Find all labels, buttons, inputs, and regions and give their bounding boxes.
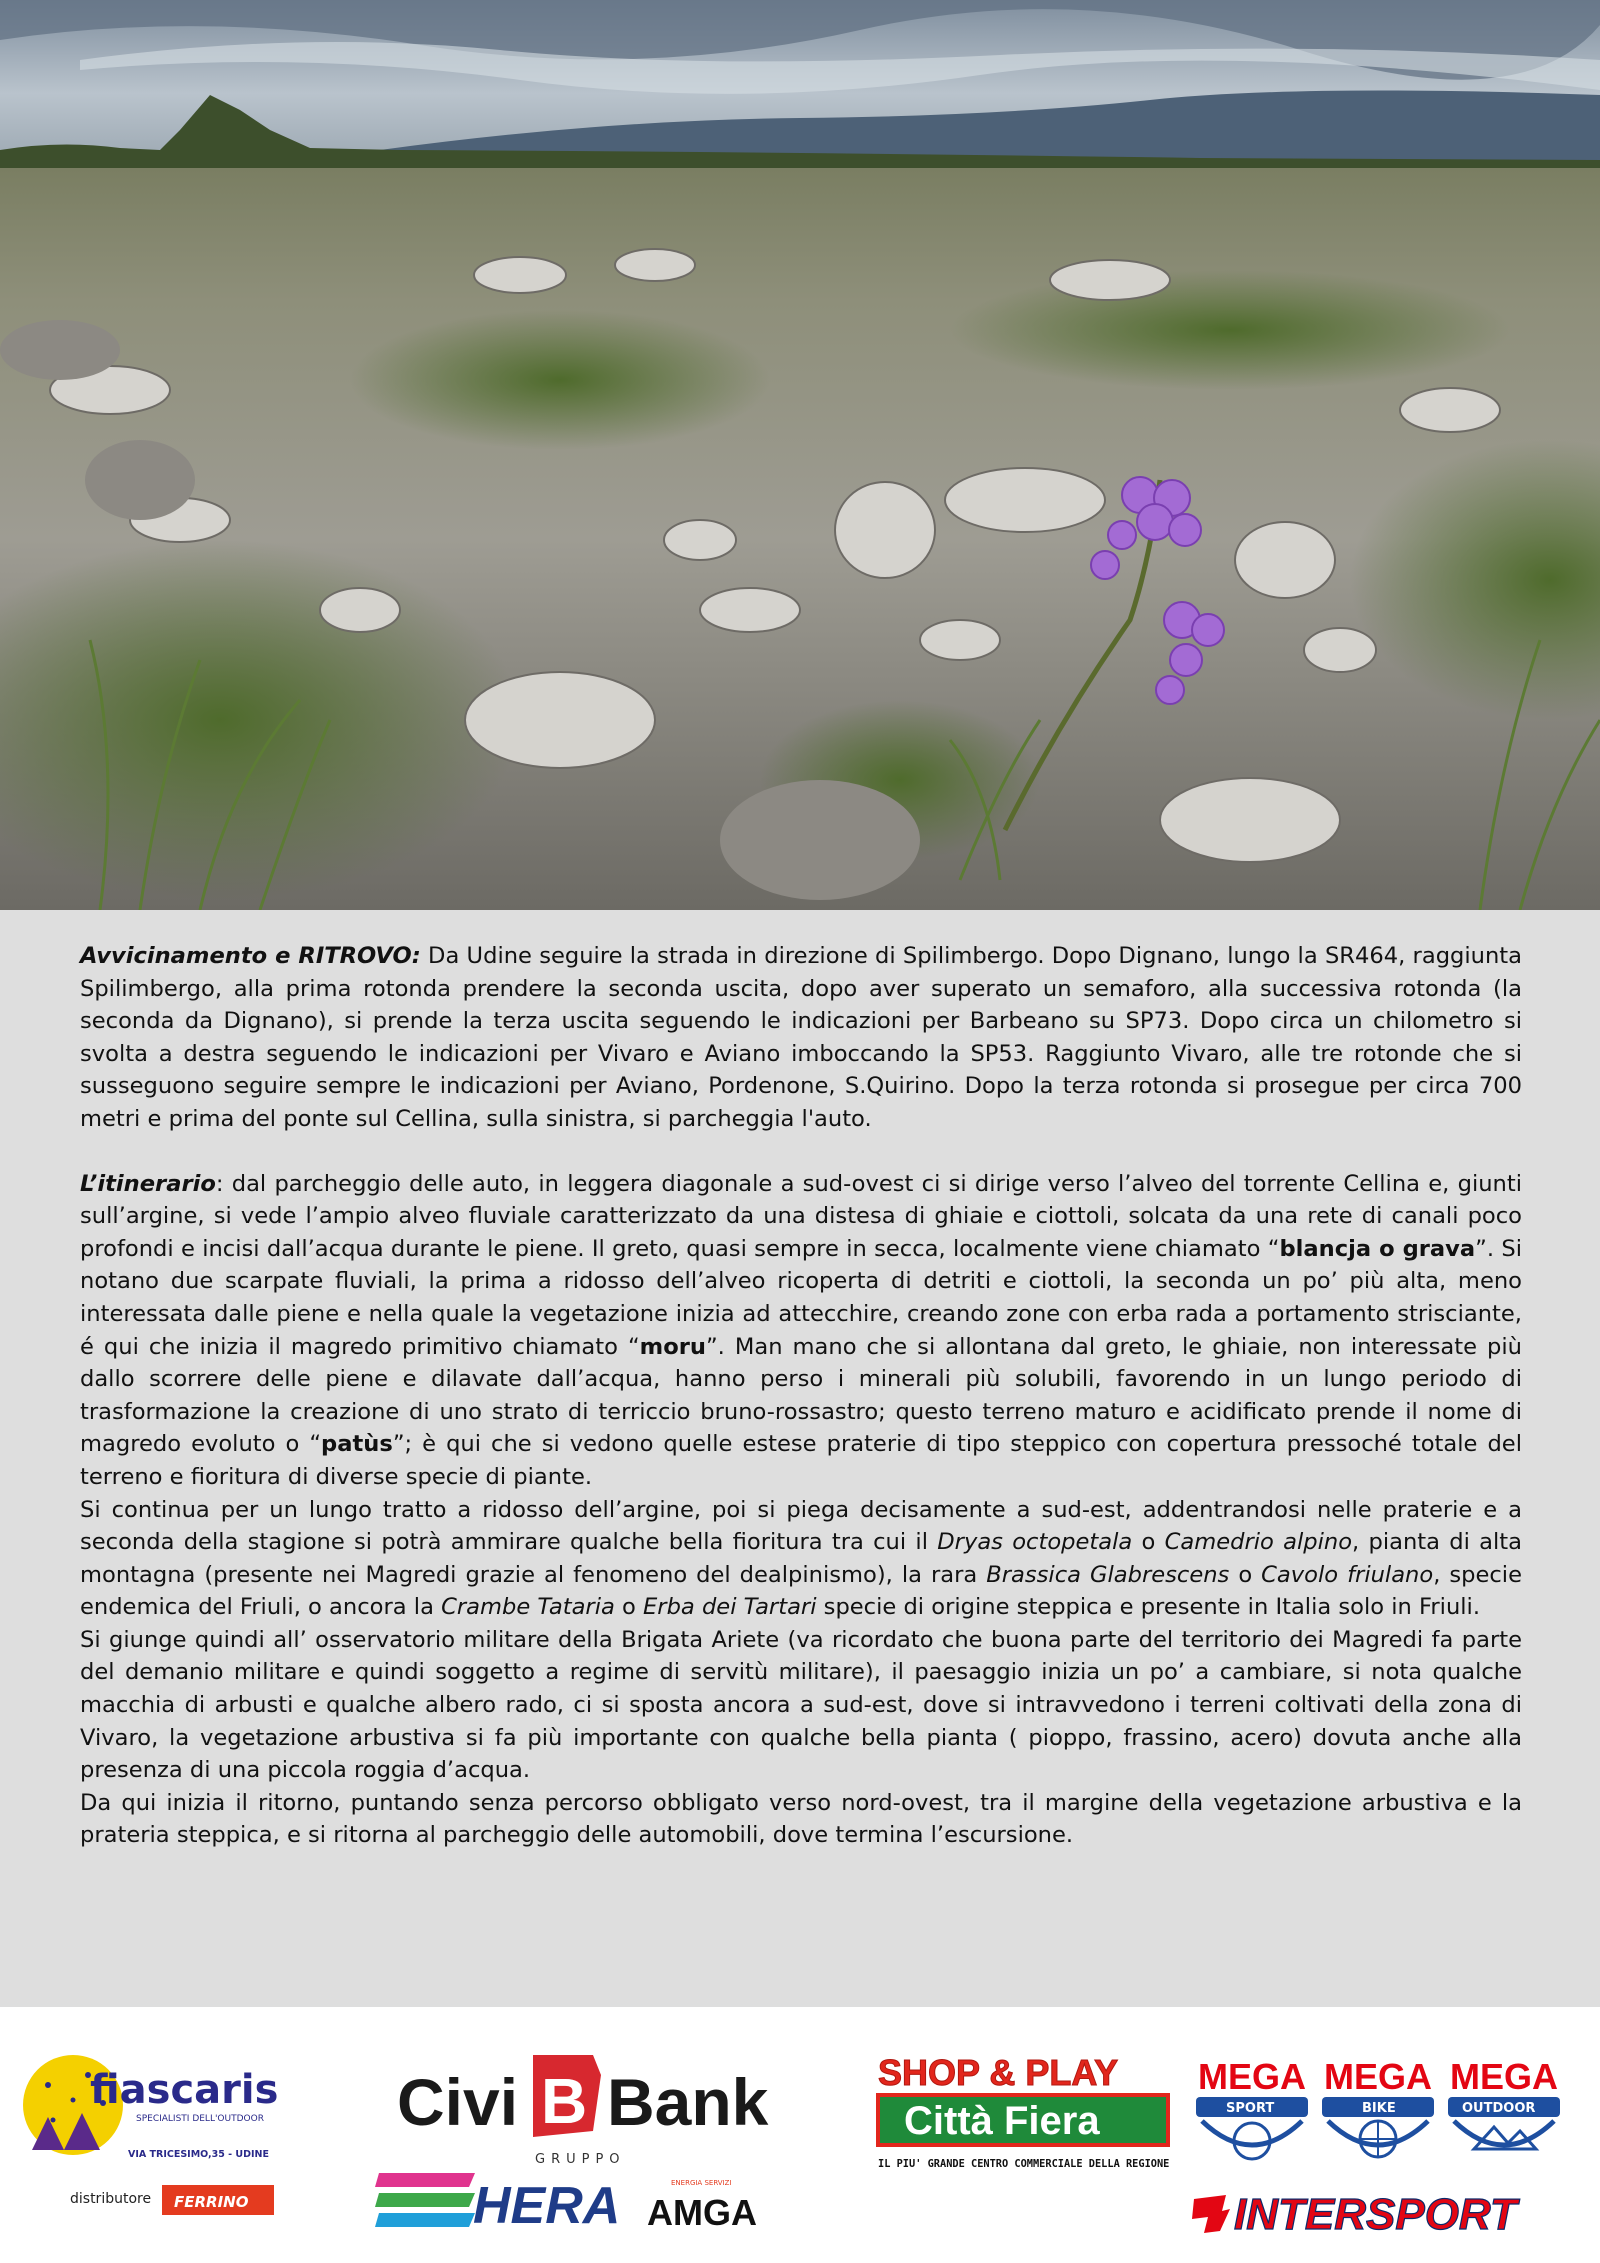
mega-label: SPORT xyxy=(1226,2101,1275,2116)
itinerary-text-panel xyxy=(0,910,1600,2007)
mega-label: BIKE xyxy=(1362,2101,1396,2116)
mega-stores-logos xyxy=(1192,2057,1572,2177)
hera-name: HERA xyxy=(473,2177,621,2235)
civibank-hera-logo xyxy=(375,2045,795,2245)
hera-group-label: GRUPPO xyxy=(535,2152,626,2167)
civibank-right: Bank xyxy=(607,2065,769,2139)
flora-text: o xyxy=(614,1594,644,1621)
mega-title: MEGA xyxy=(1324,2057,1432,2097)
flora-text: , specie endemica del Friuli, o ancora la xyxy=(80,1561,1522,1621)
flora-text: o xyxy=(1132,1529,1165,1556)
magredi-gravel-flower-image xyxy=(0,0,1600,910)
intersport-name: INTERSPORT xyxy=(1234,2190,1517,2239)
shop-play-citta-fiera-logo xyxy=(872,2051,1182,2181)
paragraph-observatory: Si giunge quindi all’ osservatorio militare della Brigata Ariete (va ricordato che buona parte del territorio dei Magredi fa parte del demanio militare e quindi soggetto a regime di servitù militare), il paesaggio inizia un po’ a cambiare, si nota qualche macchia di arbusti e qualche albero rado, ci si sposta ancora a sud-est, dove si intravvedono i terreni coltivati della zona di Vivaro, la vegetazione arbustiva si fa più importante con qualche bella pianta ( pioppo, frassino, acero) dovuta anche alla presenza di una piccola roggia d’acqua. xyxy=(80,1626,1522,1784)
species-name: Cavolo friulano xyxy=(1261,1561,1434,1588)
flora-text: Si continua per un lungo tratto a ridosso dell’argine, poi si piega decisamente a sud-est, addentrandosi nelle praterie e a seconda della stagione si potrà ammirare qualche bella fioritura tra cui il xyxy=(80,1496,1522,1556)
mega-title: MEGA xyxy=(1198,2057,1306,2097)
amga-tag: ENERGIA SERVIZI xyxy=(671,2179,732,2187)
ferrino-brand: FERRINO xyxy=(174,2193,249,2211)
fiascaris-address: VIA TRICESIMO,35 - UDINE xyxy=(128,2149,269,2160)
amga-name: AMGA xyxy=(647,2192,757,2233)
approach-text: Da Udine seguire la strada in direzione di Spilimbergo. Dopo Dignano, lungo la SR464, raggiunta Spilimbergo, alla prima rotonda prendere la seconda uscita, dopo aver superato un semaforo, alla successiva rotonda (la seconda da Dignano), si prende la terza uscita seguendo le indicazioni per Barbeano su SP73. Dopo circa un chilometro si svolta a destra seguendo le indicazioni per Vivaro e Aviano imboccando la SP53. Raggiunto Vivaro, alle tre rotonde che si susseguono seguire sempre le indicazioni per Aviano, Pordenone, S.Quirino. Dopo la terza rotonda si prosegue per circa 700 metri e prima del ponte sul Cellina, sulla sinistra, si parcheggia l'auto. xyxy=(80,943,1522,1132)
flora-text: , pianta di alta montagna (presente nei Magredi grazie al fenomeno del dealpinismo), la rara xyxy=(80,1529,1522,1588)
species-name: Erba dei Tartari xyxy=(643,1594,817,1621)
fiascaris-name: fiascaris xyxy=(90,2067,279,2113)
flora-text: specie di origine steppica e presente in Italia solo in Friuli. xyxy=(816,1594,1481,1621)
shop-play-title: SHOP & PLAY xyxy=(878,2052,1119,2093)
intersport-mark-icon xyxy=(1192,2195,1230,2233)
civibank-mark: B xyxy=(541,2065,588,2137)
paragraph-itinerary xyxy=(80,1168,1522,1494)
mega-bike-logo xyxy=(1322,2057,1434,2157)
mega-label: OUTDOOR xyxy=(1462,2101,1536,2116)
itinerary-text: ”. Si notano due scarpate fluviali, la prima a ridosso dell’alveo ricoperta di detriti e ciottoli, la seconda un po’ più alta, meno interessata dalle piene e nella quale la vegetazione inizia ad attecchire, creando zone con erba rada a portamento strisciante, é qui che inizia il magredo primitivo chiamato “ xyxy=(80,1235,1522,1360)
landscape-photo xyxy=(0,0,1600,910)
paragraph-approach xyxy=(80,940,1522,1136)
distributor-label: distributore xyxy=(70,2191,152,2207)
flora-text: o xyxy=(1229,1561,1262,1588)
intersport-logo xyxy=(1190,2185,1580,2241)
mega-title: MEGA xyxy=(1450,2057,1558,2097)
fiascaris-tagline: SPECIALISTI DELL'OUTDOOR xyxy=(136,2114,264,2124)
mega-sport-logo xyxy=(1196,2057,1308,2159)
species-name: Dryas octopetala xyxy=(937,1529,1133,1556)
citta-fiera-name: Città Fiera xyxy=(904,2099,1100,2143)
paragraph-return: Da qui inizia il ritorno, puntando senza percorso obbligato verso nord-ovest, tra il margine della vegetazione arbustiva e la prateria steppica, e si ritorna al parcheggio delle automobili, dove termina l’escursione. xyxy=(80,1789,1522,1849)
itinerary-heading: L’itinerario xyxy=(80,1170,216,1197)
approach-heading: Avvicinamento e RITROVO: xyxy=(80,943,421,969)
term-moru: moru xyxy=(639,1333,706,1360)
mega-outdoor-logo xyxy=(1448,2057,1560,2149)
shop-play-tagline: IL PIU' GRANDE CENTRO COMMERCIALE DELLA REGIONE xyxy=(878,2158,1170,2170)
fiascaris-logo xyxy=(18,2045,308,2235)
paragraph-flora xyxy=(80,1494,1522,1624)
itinerary-text: ”; è qui che si vedono quelle estese praterie di tipo steppico con copertura pressoché totale del terreno e fioritura di diverse specie di piante. xyxy=(80,1431,1522,1490)
species-name: Camedrio alpino xyxy=(1164,1529,1353,1556)
sponsor-logos-bar xyxy=(0,2007,1600,2263)
species-name: Brassica Glabrescens xyxy=(986,1561,1230,1588)
term-patus: patùs xyxy=(321,1431,393,1458)
itinerary-text: : dal parcheggio delle auto, in leggera diagonale a sud-ovest ci si dirige verso l’alveo del torrente Cellina e, giunti sull’argine, si vede l’ampio alveo fluviale caratterizzato da una distesa di ghiaie e ciottoli, solcata da una rete di canali poco profondi e incisi dall’acqua durante le piene. Il greto, quasi sempre in secca, localmente viene chiamato “ xyxy=(80,1170,1522,1262)
itinerary-text: ”. Man mano che si allontana dal greto, le ghiaie, non interessate più dallo scorrere delle piene e dilavate dall’acqua, hanno perso i minerali più solubili, favorendo in un lungo periodo di trasformazione la creazione di uno strato di terriccio bruno-rossastro; questo terreno maturo e acidificato prende il nome di magredo evoluto o “ xyxy=(80,1333,1522,1458)
civibank-left: Civi xyxy=(397,2065,519,2139)
term-blancja: blancja o grava xyxy=(1279,1235,1476,1262)
species-name: Crambe Tataria xyxy=(441,1594,615,1621)
